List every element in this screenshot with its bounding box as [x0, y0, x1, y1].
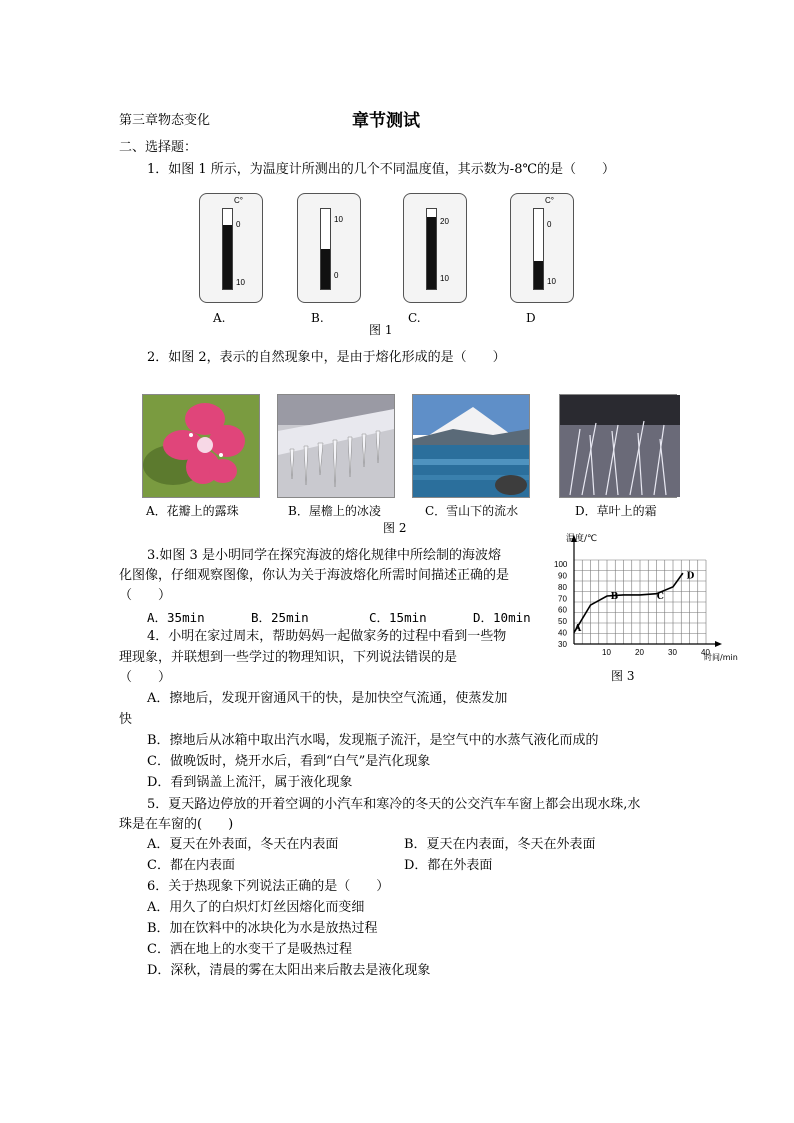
x-tick-label: 40 — [701, 648, 710, 657]
q4-option-a: A．擦地后，发现开窗通风干的快，是加快空气流通，使蒸发加 — [147, 691, 508, 706]
mercury-column — [427, 217, 436, 289]
image-icicles — [277, 394, 395, 498]
q5-option-d: D．都在外表面 — [404, 858, 493, 873]
q3-option-a: A．35min — [147, 610, 205, 625]
image-caption-d: D．草叶上的霜 — [575, 504, 657, 518]
thermometer-label-a: A. — [213, 311, 226, 325]
image-petal-dew — [142, 394, 260, 498]
q4-option-a-cont: 快 — [119, 712, 133, 727]
q4-option-b: B．擦地后从冰箱中取出汽水喝，发现瓶子流汗，是空气中的水蒸气液化而成的 — [147, 733, 599, 748]
q5-option-c: C．都在内表面 — [147, 858, 235, 873]
question-3-line-2: 化图像，仔细观察图像，你认为关于海波熔化所需时间描述正确的是 — [119, 568, 510, 583]
point-label-b: B — [610, 592, 619, 602]
thermometer-label-b: B. — [311, 311, 324, 325]
q5-option-b: B．夏天在内表面，冬天在外表面 — [404, 837, 596, 852]
image-caption-a: A．花瓣上的露珠 — [146, 504, 239, 518]
thermometer-a: C° 0 10 — [199, 193, 263, 303]
point-label-a: A — [574, 624, 582, 634]
image-caption-c: C．雪山下的流水 — [425, 504, 519, 518]
thermometer-d: C° 0 10 — [510, 193, 574, 303]
x-axis-arrow — [715, 641, 722, 647]
q6-option-d: D．深秋，清晨的雾在太阳出来后散去是液化现象 — [147, 963, 431, 978]
image-frost-grass — [559, 394, 677, 498]
question-2: 2．如图 2，表示的自然现象中，是由于熔化形成的是（ ） — [147, 350, 506, 365]
y-axis-label: 温度/℃ — [566, 534, 598, 544]
q4-option-c: C．做晚饭时，烧开水后，看到“白气”是汽化现象 — [147, 754, 431, 769]
mercury-column — [321, 249, 330, 289]
figure-1-caption: 图 1 — [369, 323, 393, 337]
question-6: 6．关于热现象下列说法正确的是（ ） — [147, 879, 390, 894]
q3-option-d: D．10min — [473, 610, 531, 625]
y-tick-label: 90 — [558, 571, 567, 581]
thermometer-label-d: D — [526, 311, 536, 325]
thermometer-label-c: C. — [408, 311, 421, 325]
mercury-column — [534, 261, 543, 289]
figure-2-caption: 图 2 — [383, 521, 407, 535]
q4-option-d: D．看到锅盖上流汗，属于液化现象 — [147, 775, 353, 790]
point-label-c: C — [656, 592, 664, 602]
question-1: 1．如图 1 所示，为温度计所测出的几个不同温度值，其示数为-8℃的是（ ） — [147, 162, 616, 177]
question-5-line-2: 珠是在车窗的( ) — [119, 817, 234, 832]
y-tick-label: 100 — [554, 560, 568, 569]
q6-option-b: B．加在饮料中的冰块化为水是放热过程 — [147, 921, 378, 936]
x-tick-label: 10 — [602, 648, 611, 657]
question-5-line-1: 5．夏天路边停放的开着空调的小汽车和寒冷的冬天的公交汽车车窗上都会出现水珠,水 — [147, 797, 641, 812]
y-tick-label: 70 — [558, 594, 567, 604]
mercury-column — [223, 225, 232, 289]
image-caption-b: B．屋檐上的冰凌 — [288, 504, 381, 518]
page-title: 章节测试 — [352, 111, 420, 131]
thermometer-b: 10 0 — [297, 193, 361, 303]
x-tick-label: 30 — [668, 648, 677, 657]
y-tick-label: 80 — [558, 582, 567, 592]
x-axis-label: 时间/min — [704, 653, 738, 662]
y-tick-label: 30 — [558, 640, 567, 649]
question-4-line-3: （ ） — [119, 670, 172, 685]
image-snow-mountain — [412, 394, 530, 498]
section-heading: 二、选择题： — [119, 140, 198, 155]
question-3-line-3: （ ） — [119, 588, 172, 603]
question-3-line-1: 3.如图 3 是小明同学在探究海波的熔化规律中所绘制的海波熔 — [147, 548, 501, 563]
question-4-line-2: 理现象，并联想到一些学过的物理知识，下列说法错误的是 — [119, 650, 458, 665]
question-4-line-1: 4．小明在家过周末，帮助妈妈一起做家务的过程中看到一些物 — [147, 629, 507, 644]
q3-option-b: B．25min — [251, 610, 309, 625]
q6-option-c: C．洒在地上的水变干了是吸热过程 — [147, 942, 352, 957]
x-tick-label: 20 — [635, 648, 644, 657]
melting-chart — [528, 528, 738, 674]
thermometer-c: 20 10 — [403, 193, 467, 303]
chapter-label: 第三章物态变化 — [119, 113, 211, 128]
y-tick-label: 40 — [558, 628, 567, 638]
figure-3-caption: 图 3 — [611, 669, 635, 683]
y-tick-label: 50 — [558, 617, 567, 627]
y-tick-label: 60 — [558, 605, 567, 615]
q3-option-c: C．15min — [369, 610, 427, 625]
point-label-d: D — [686, 571, 695, 582]
q6-option-a: A．用久了的白炽灯灯丝因熔化而变细 — [147, 900, 365, 915]
q5-option-a: A．夏天在外表面，冬天在内表面 — [147, 837, 339, 852]
